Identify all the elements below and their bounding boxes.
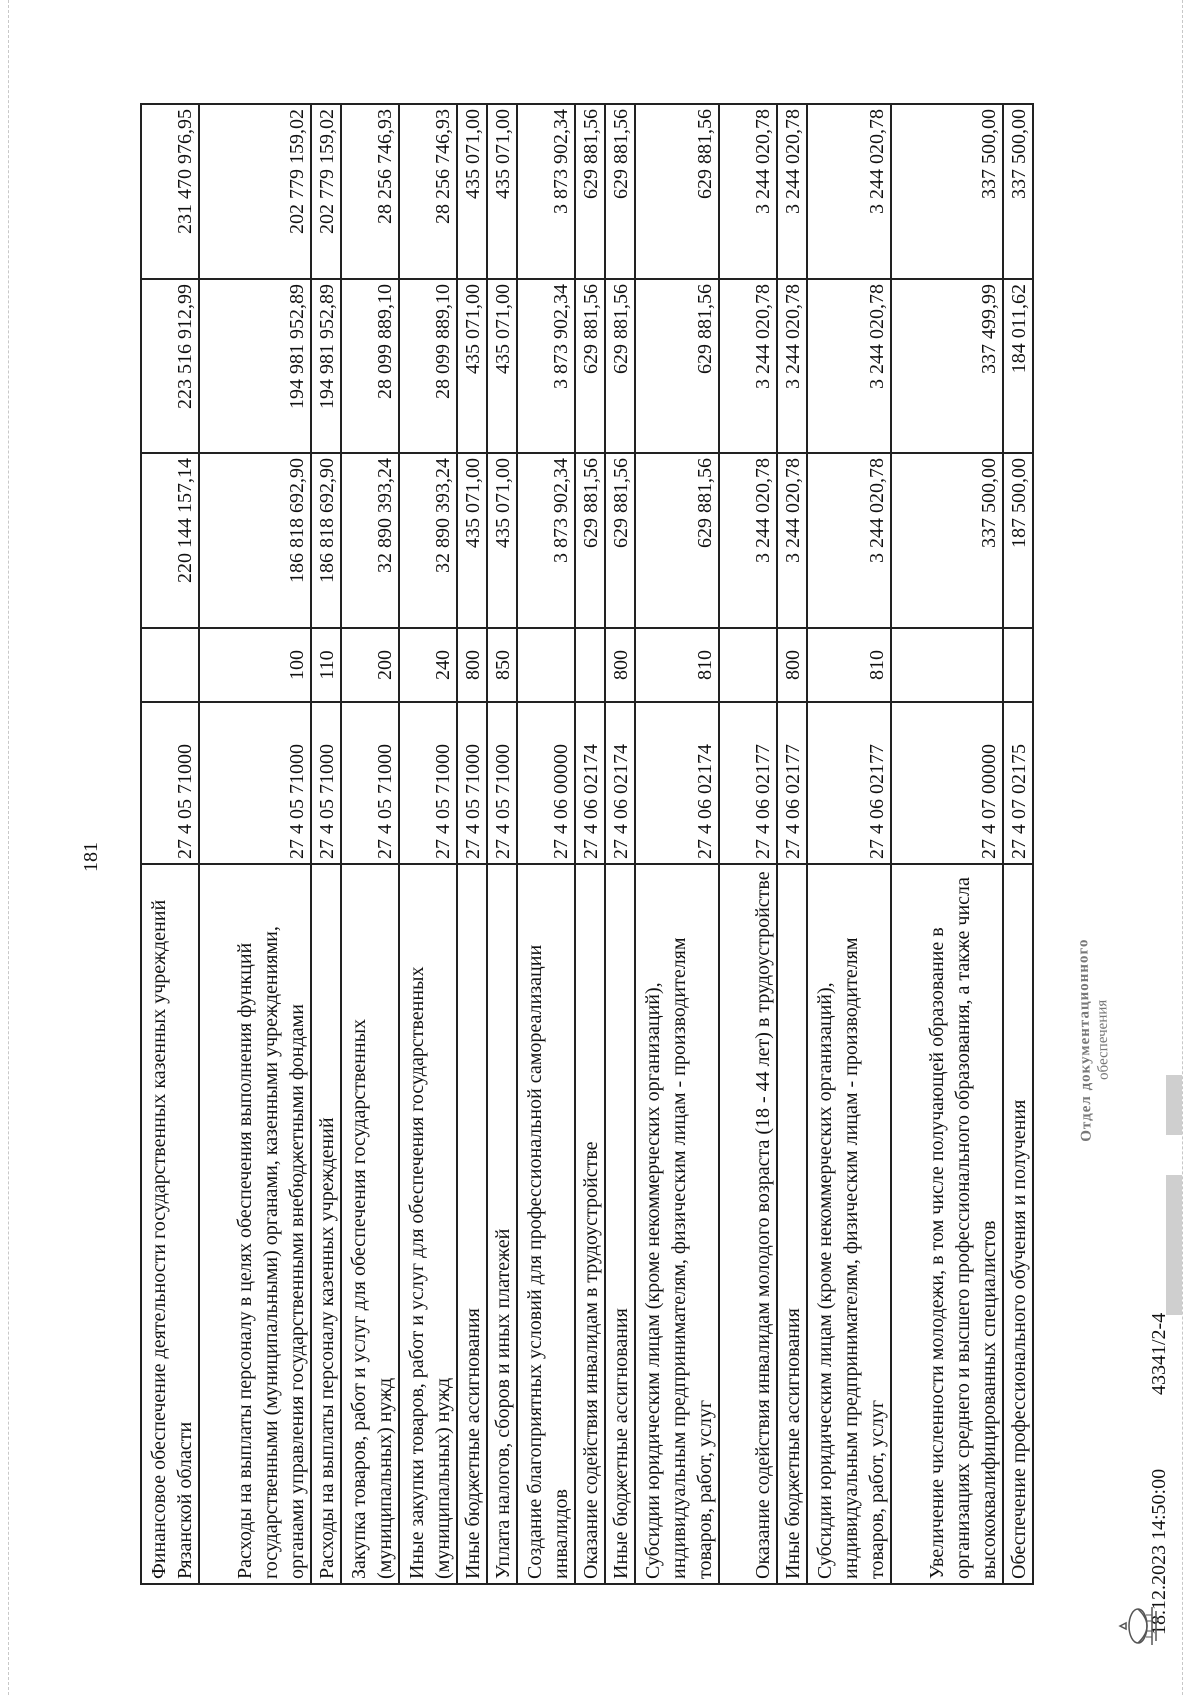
scan-edge-line bbox=[8, 0, 9, 1695]
target-article-cell: 27 4 05 71000 bbox=[141, 702, 199, 864]
budget-table bbox=[140, 103, 1034, 1585]
amount-year1-cell: 3 873 902,34 bbox=[517, 453, 575, 628]
amount-year3-cell: 28 256 746,93 bbox=[399, 104, 457, 279]
amount-year1-cell: 435 071,00 bbox=[457, 453, 487, 628]
expense-type-cell: 100 bbox=[199, 628, 311, 702]
target-article-cell: 27 4 05 71000 bbox=[487, 702, 517, 864]
row-name-cell: Увеличение численности молодежи, в том числе получающей образование в организациях среднего и высшего профессионального образования, а также числа высококвалифицированных специалистов bbox=[891, 864, 1003, 1584]
target-article-cell: 27 4 06 02177 bbox=[807, 702, 891, 864]
amount-year3-cell: 337 500,00 bbox=[1003, 104, 1033, 279]
amount-year2-cell: 629 881,56 bbox=[575, 279, 605, 453]
row-name-cell: Финансовое обеспечение деятельности государственных казенных учреждений Рязанской области bbox=[141, 864, 199, 1584]
row-name-cell: Субсидии юридическим лицам (кроме некоммерческих организаций), индивидуальным предпринимателям, физическим лицам - производителям товаров, работ, услуг bbox=[807, 864, 891, 1584]
amount-year2-cell: 337 499,99 bbox=[891, 279, 1003, 453]
row-name-cell: Иные закупки товаров, работ и услуг для обеспечения государственных (муниципальных) нужд bbox=[399, 864, 457, 1584]
row-name-cell: Закупка товаров, работ и услуг для обеспечения государственных (муниципальных) нужд bbox=[341, 864, 399, 1584]
stamp-line-1: Отдел документационного bbox=[1075, 938, 1095, 1142]
expense-type-cell: 810 bbox=[635, 628, 719, 702]
amount-year3-cell: 3 244 020,78 bbox=[807, 104, 891, 279]
amount-year3-cell: 337 500,00 bbox=[891, 104, 1003, 279]
table-row bbox=[517, 104, 575, 1584]
table-row bbox=[199, 104, 311, 1584]
table-row bbox=[605, 104, 635, 1584]
amount-year3-cell: 202 779 159,02 bbox=[199, 104, 311, 279]
amount-year1-cell: 3 244 020,78 bbox=[807, 453, 891, 628]
amount-year3-cell: 629 881,56 bbox=[635, 104, 719, 279]
amount-year3-cell: 28 256 746,93 bbox=[341, 104, 399, 279]
expense-type-cell: 850 bbox=[487, 628, 517, 702]
table-row bbox=[311, 104, 341, 1584]
amount-year2-cell: 3 873 902,34 bbox=[517, 279, 575, 453]
stamp-line-2: обеспечения bbox=[1094, 999, 1112, 1081]
row-name-cell: Уплата налогов, сборов и иных платежей bbox=[487, 864, 517, 1584]
row-name-cell: Иные бюджетные ассигнования bbox=[605, 864, 635, 1584]
scan-edge-mark bbox=[1166, 1175, 1182, 1315]
amount-year2-cell: 194 981 952,89 bbox=[199, 279, 311, 453]
amount-year1-cell: 435 071,00 bbox=[487, 453, 517, 628]
amount-year1-cell: 3 244 020,78 bbox=[719, 453, 777, 628]
row-name-cell: Иные бюджетные ассигнования bbox=[777, 864, 807, 1584]
table-row bbox=[635, 104, 719, 1584]
amount-year1-cell: 629 881,56 bbox=[575, 453, 605, 628]
target-article-cell: 27 4 06 02174 bbox=[575, 702, 605, 864]
amount-year1-cell: 337 500,00 bbox=[891, 453, 1003, 628]
row-name-cell: Создание благоприятных условий для профессиональной самореализации инвалидов bbox=[517, 864, 575, 1584]
expense-type-cell: 240 bbox=[399, 628, 457, 702]
footer-timestamp: 18.12.2023 14:50:00 bbox=[1148, 1468, 1170, 1635]
table-row bbox=[1003, 104, 1033, 1584]
expense-type-cell: 800 bbox=[457, 628, 487, 702]
amount-year2-cell: 435 071,00 bbox=[487, 279, 517, 453]
row-name-cell: Расходы на выплаты персоналу в целях обеспечения выполнения функций государственными (муниципальными) органами, казенными учреждениями, органами управления государственными внебюджетными фондами bbox=[199, 864, 311, 1584]
amount-year2-cell: 28 099 889,10 bbox=[341, 279, 399, 453]
expense-type-cell: 110 bbox=[311, 628, 341, 702]
target-article-cell: 27 4 05 71000 bbox=[399, 702, 457, 864]
expense-type-cell: 810 bbox=[807, 628, 891, 702]
expense-type-cell: 800 bbox=[605, 628, 635, 702]
department-stamp bbox=[1074, 925, 1114, 1156]
amount-year1-cell: 32 890 393,24 bbox=[341, 453, 399, 628]
amount-year1-cell: 629 881,56 bbox=[605, 453, 635, 628]
table-row bbox=[575, 104, 605, 1584]
amount-year3-cell: 231 470 976,95 bbox=[141, 104, 199, 279]
amount-year3-cell: 3 244 020,78 bbox=[719, 104, 777, 279]
footer-document-id: 43341/2-4 bbox=[1148, 1312, 1170, 1395]
amount-year2-cell: 28 099 889,10 bbox=[399, 279, 457, 453]
target-article-cell: 27 4 06 02177 bbox=[777, 702, 807, 864]
target-article-cell: 27 4 06 00000 bbox=[517, 702, 575, 864]
target-article-cell: 27 4 05 71000 bbox=[341, 702, 399, 864]
table-row bbox=[399, 104, 457, 1584]
table-row bbox=[341, 104, 399, 1584]
expense-type-cell bbox=[719, 628, 777, 702]
target-article-cell: 27 4 07 00000 bbox=[891, 702, 1003, 864]
amount-year2-cell: 194 981 952,89 bbox=[311, 279, 341, 453]
row-name-cell: Оказание содействия инвалидам молодого возраста (18 - 44 лет) в трудоустройстве bbox=[719, 864, 777, 1584]
target-article-cell: 27 4 06 02174 bbox=[635, 702, 719, 864]
target-article-cell: 27 4 07 02175 bbox=[1003, 702, 1033, 864]
amount-year1-cell: 220 144 157,14 bbox=[141, 453, 199, 628]
amount-year1-cell: 32 890 393,24 bbox=[399, 453, 457, 628]
row-name-cell: Расходы на выплаты персоналу казенных учреждений bbox=[311, 864, 341, 1584]
target-article-cell: 27 4 05 71000 bbox=[457, 702, 487, 864]
amount-year3-cell: 3 873 902,34 bbox=[517, 104, 575, 279]
page-number: 181 bbox=[80, 842, 102, 872]
amount-year1-cell: 186 818 692,90 bbox=[199, 453, 311, 628]
expense-type-cell bbox=[517, 628, 575, 702]
scan-edge-line bbox=[1182, 0, 1183, 1695]
table-row bbox=[487, 104, 517, 1584]
row-name-cell: Обеспечение профессионального обучения и получения bbox=[1003, 864, 1033, 1584]
table-row bbox=[457, 104, 487, 1584]
table-row bbox=[891, 104, 1003, 1584]
amount-year3-cell: 629 881,56 bbox=[575, 104, 605, 279]
target-article-cell: 27 4 05 71000 bbox=[199, 702, 311, 864]
amount-year3-cell: 435 071,00 bbox=[487, 104, 517, 279]
target-article-cell: 27 4 06 02177 bbox=[719, 702, 777, 864]
amount-year1-cell: 187 500,00 bbox=[1003, 453, 1033, 628]
amount-year3-cell: 435 071,00 bbox=[457, 104, 487, 279]
amount-year2-cell: 223 516 912,99 bbox=[141, 279, 199, 453]
amount-year2-cell: 3 244 020,78 bbox=[777, 279, 807, 453]
table-row bbox=[807, 104, 891, 1584]
expense-type-cell bbox=[1003, 628, 1033, 702]
amount-year3-cell: 3 244 020,78 bbox=[777, 104, 807, 279]
amount-year1-cell: 629 881,56 bbox=[635, 453, 719, 628]
target-article-cell: 27 4 06 02174 bbox=[605, 702, 635, 864]
target-article-cell: 27 4 05 71000 bbox=[311, 702, 341, 864]
budget-table-body bbox=[141, 104, 1033, 1584]
table-row bbox=[141, 104, 199, 1584]
amount-year2-cell: 3 244 020,78 bbox=[807, 279, 891, 453]
row-name-cell: Субсидии юридическим лицам (кроме некоммерческих организаций), индивидуальным предпринимателям, физическим лицам - производителям товаров, работ, услуг bbox=[635, 864, 719, 1584]
expense-type-cell: 200 bbox=[341, 628, 399, 702]
amount-year2-cell: 629 881,56 bbox=[605, 279, 635, 453]
table-row bbox=[719, 104, 777, 1584]
expense-type-cell bbox=[141, 628, 199, 702]
table-row bbox=[777, 104, 807, 1584]
amount-year1-cell: 3 244 020,78 bbox=[777, 453, 807, 628]
row-name-cell: Иные бюджетные ассигнования bbox=[457, 864, 487, 1584]
amount-year2-cell: 184 011,62 bbox=[1003, 279, 1033, 453]
amount-year2-cell: 3 244 020,78 bbox=[719, 279, 777, 453]
expense-type-cell bbox=[575, 628, 605, 702]
amount-year2-cell: 435 071,00 bbox=[457, 279, 487, 453]
expense-type-cell: 800 bbox=[777, 628, 807, 702]
emblem-icon bbox=[1116, 1603, 1160, 1649]
expense-type-cell bbox=[891, 628, 1003, 702]
scan-edge-mark bbox=[1166, 1075, 1182, 1135]
row-name-cell: Оказание содействия инвалидам в трудоустройстве bbox=[575, 864, 605, 1584]
amount-year2-cell: 629 881,56 bbox=[635, 279, 719, 453]
amount-year3-cell: 202 779 159,02 bbox=[311, 104, 341, 279]
amount-year1-cell: 186 818 692,90 bbox=[311, 453, 341, 628]
amount-year3-cell: 629 881,56 bbox=[605, 104, 635, 279]
